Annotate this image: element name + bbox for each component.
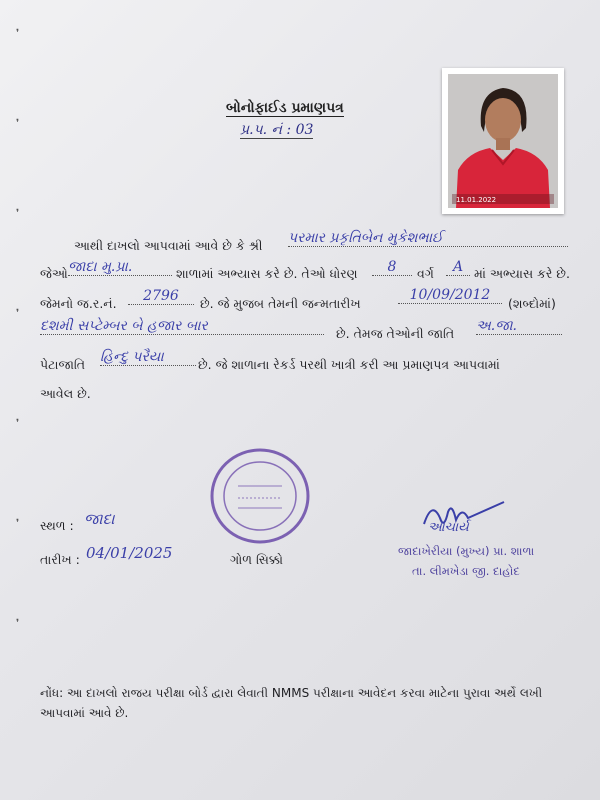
body-line-2d: માં અભ્યાસ કરે છે. bbox=[474, 266, 570, 281]
punch-mark: ❜ bbox=[16, 618, 20, 629]
punch-mark: ❜ bbox=[16, 518, 20, 529]
signatory-address-line: તા. લીમખેડા જી. દાહોદ bbox=[412, 564, 520, 578]
body-line-3c: (શબ્દોમાં) bbox=[508, 296, 556, 311]
certificate-number: પ્ર.પ. નં : 03 bbox=[240, 122, 314, 138]
principal-signature: આચાર્ય bbox=[428, 520, 469, 535]
school-round-stamp bbox=[208, 446, 312, 546]
body-line-1-prefix: આથી દાખલો આપવામાં આવે છે કે શ્રી bbox=[74, 238, 263, 253]
school-name-field: જાદા મુ.પ્રા. bbox=[68, 259, 172, 276]
birth-date-words-field: દશમી સપ્ટેમ્બર બે હજાર બાર bbox=[40, 318, 324, 335]
body-line-5b: છે. જે શાળાના રેકર્ડ પરથી ખાત્રી કરી આ પ્રમાણપત્ર આપવામાં bbox=[198, 357, 500, 372]
punch-mark: ❜ bbox=[16, 28, 20, 39]
caste-field: અ.જા. bbox=[476, 318, 562, 335]
certificate-title: બોનોફાઈડ પ્રમાણપત્ર bbox=[226, 100, 344, 116]
gr-number-field: 2796 bbox=[128, 288, 194, 305]
body-line-2b: શાળામાં અભ્યાસ કરે છે. તેઓ ધોરણ bbox=[176, 266, 358, 281]
punch-mark: ❜ bbox=[16, 418, 20, 429]
body-line-5a: પેટાજાતિ bbox=[40, 357, 86, 372]
subcaste-field: હિન્દુ પરૈયા bbox=[100, 349, 196, 366]
punch-mark: ❜ bbox=[16, 308, 20, 319]
body-line-2c: વર્ગ bbox=[417, 266, 434, 281]
body-line-3b: છે. જે મુજબ તેમની જન્મતારીખ bbox=[200, 296, 361, 311]
punch-mark: ❜ bbox=[16, 118, 20, 129]
student-portrait-image bbox=[448, 74, 558, 208]
place-value: જાદા bbox=[84, 510, 115, 528]
note-line-2: આપવામાં આવે છે. bbox=[40, 706, 129, 720]
body-line-4a: છે. તેમજ તેઓની જાતિ bbox=[336, 326, 455, 341]
signatory-school-line: જાદાખેરીયા (મુખ્ય) પ્રા. શાળા bbox=[398, 544, 535, 558]
note-line-1: નોંધ: આ દાખલો રાજય પરીક્ષા બોર્ડ દ્વારા લેવાતી NMMS પરીક્ષાના આવેદન કરવા માટેના પુરાવા અર્થે લખી bbox=[40, 686, 543, 700]
division-field: A bbox=[446, 259, 470, 276]
date-value: 04/01/2025 bbox=[86, 544, 173, 562]
photo-caption: 11.01.2022 bbox=[456, 196, 497, 204]
body-line-6: આવેલ છે. bbox=[40, 386, 91, 401]
body-line-2a: જેઓ bbox=[40, 266, 68, 281]
standard-field: 8 bbox=[372, 259, 412, 276]
date-label: તારીખ : bbox=[40, 552, 80, 567]
birth-date-field: 10/09/2012 bbox=[398, 287, 502, 304]
body-line-3a: જેમનો જ.ર.નં. bbox=[40, 296, 117, 311]
student-photo bbox=[442, 68, 564, 214]
student-name-field: પરમાર પ્રકૃતિબેન મુકેશભાઈ bbox=[288, 230, 568, 247]
punch-mark: ❜ bbox=[16, 208, 20, 219]
stamp-caption: ગોળ સિક્કો bbox=[230, 552, 284, 567]
place-label: સ્થળ : bbox=[40, 518, 74, 533]
